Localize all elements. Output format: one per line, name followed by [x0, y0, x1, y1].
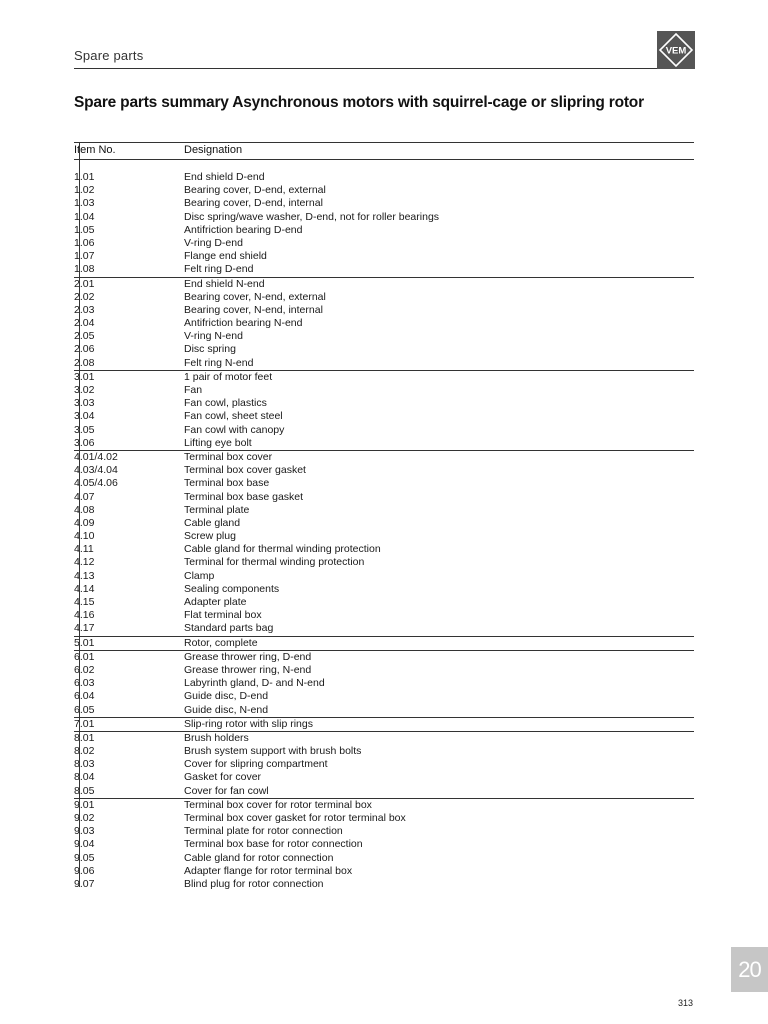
table-row [74, 865, 694, 878]
table-row [74, 704, 694, 718]
column-header-designation: Designation [184, 144, 243, 156]
table-row [74, 437, 694, 451]
table-row [74, 799, 694, 812]
table-row [74, 690, 694, 703]
designation: Grease thrower ring, N-end [184, 663, 312, 676]
table-row [74, 677, 694, 690]
item-number: 6.04 [74, 690, 95, 703]
item-number: 1.07 [74, 250, 95, 263]
table-header [74, 142, 694, 160]
table-row [74, 771, 694, 784]
item-number: 4.11 [74, 543, 94, 556]
designation: 1 pair of motor feet [184, 370, 273, 383]
table-row [74, 812, 694, 825]
item-number: 9.06 [74, 864, 95, 877]
item-number: 9.01 [74, 798, 95, 811]
table-row [74, 852, 694, 865]
item-number: 4.13 [74, 569, 95, 582]
item-number: 1.04 [74, 210, 95, 223]
table-row [74, 878, 694, 891]
table-row [74, 732, 694, 745]
designation: Slip-ring rotor with slip rings [184, 717, 313, 730]
designation: Bearing cover, D-end, external [184, 184, 326, 197]
table-row [74, 330, 694, 343]
item-number: 4.07 [74, 490, 95, 503]
item-number: 4.16 [74, 609, 95, 622]
designation: Brush system support with brush bolts [184, 745, 362, 758]
designation: Terminal box cover gasket [184, 464, 306, 477]
table-row [74, 184, 694, 197]
item-number: 1.03 [74, 197, 95, 210]
designation: Terminal box cover for rotor terminal box [184, 798, 372, 811]
item-number: 3.02 [74, 384, 95, 396]
table-row [74, 651, 694, 664]
item-number: 3.06 [74, 436, 95, 449]
item-number: 9.04 [74, 838, 95, 851]
table-row [74, 171, 694, 184]
designation: Screw plug [184, 530, 236, 543]
page-title: Spare parts summary Asynchronous motors with squirrel-cage or slipring rotor [74, 94, 644, 111]
table-row [74, 224, 694, 237]
designation: Felt ring N-end [184, 356, 254, 369]
item-number: 2.01 [74, 277, 95, 290]
designation: Bearing cover, N-end, external [184, 290, 326, 303]
item-number: 1.01 [74, 171, 95, 183]
designation: Grease thrower ring, D-end [184, 650, 312, 663]
item-number: 9.07 [74, 877, 95, 890]
item-number: 4.03/4.04 [74, 464, 118, 477]
designation: Bearing cover, D-end, internal [184, 197, 323, 210]
item-number: 2.06 [74, 343, 95, 356]
designation: Guide disc, D-end [184, 690, 269, 703]
item-number: 1.08 [74, 263, 95, 276]
table-row [74, 530, 694, 543]
table-row [74, 556, 694, 569]
designation: Sealing components [184, 582, 280, 595]
table-row [74, 424, 694, 437]
designation: Cover for fan cowl [184, 784, 269, 797]
designation: Blind plug for rotor connection [184, 877, 324, 890]
item-number: 4.05/4.06 [74, 477, 118, 490]
designation: V-ring N-end [184, 330, 243, 343]
designation: End shield N-end [184, 277, 265, 290]
designation: Flange end shield [184, 250, 267, 263]
table-row [74, 317, 694, 330]
item-number: 3.05 [74, 423, 95, 436]
item-number: 8.01 [74, 731, 95, 744]
table-row [74, 343, 694, 356]
designation: Flat terminal box [184, 609, 262, 622]
table-row [74, 609, 694, 622]
table-row [74, 622, 694, 636]
table-row [74, 570, 694, 583]
designation: Terminal box base [184, 477, 270, 490]
designation: Fan [184, 384, 203, 396]
designation: Fan cowl with canopy [184, 423, 285, 436]
designation: Disc spring/wave washer, D-end, not for roller bearings [184, 210, 440, 223]
item-number: 4.09 [74, 516, 95, 529]
item-number: 3.03 [74, 397, 95, 410]
designation: Terminal box base gasket [184, 490, 304, 503]
header-rule-left [74, 159, 154, 160]
table-row [74, 211, 694, 224]
chapter-number: 20 [738, 957, 761, 982]
item-number: 2.03 [74, 303, 95, 316]
designation: Adapter plate [184, 596, 247, 608]
item-number: 2.04 [74, 317, 95, 330]
designation: Standard parts bag [184, 622, 274, 635]
designation: Lifting eye bolt [184, 436, 252, 449]
vem-logo [657, 31, 695, 69]
designation: Fan cowl, sheet steel [184, 410, 283, 423]
designation: Felt ring D-end [184, 263, 254, 276]
item-number: 4.08 [74, 503, 95, 516]
table-row [74, 637, 694, 651]
table-row [74, 237, 694, 250]
table-row [74, 278, 694, 291]
header-rule [74, 68, 662, 69]
table-row [74, 397, 694, 410]
item-number: 9.02 [74, 812, 95, 824]
item-number: 1.02 [74, 184, 95, 197]
table-row [74, 410, 694, 423]
designation: Clamp [184, 569, 215, 582]
item-number: 2.02 [74, 290, 95, 303]
item-number: 1.06 [74, 236, 95, 249]
table-row [74, 543, 694, 556]
table-row [74, 371, 694, 384]
designation: Fan cowl, plastics [184, 397, 267, 410]
item-number: 6.03 [74, 677, 95, 690]
table-row [74, 596, 694, 609]
designation: End shield D-end [184, 171, 265, 183]
table-row [74, 197, 694, 210]
designation: Antifriction bearing N-end [184, 317, 303, 330]
table-row [74, 250, 694, 263]
item-number: 8.02 [74, 745, 95, 758]
designation: Adapter flange for rotor terminal box [184, 864, 353, 877]
chapter-tab [731, 947, 768, 992]
table-row [74, 517, 694, 530]
item-number: 6.02 [74, 663, 95, 676]
designation: Antifriction bearing D-end [184, 223, 303, 236]
designation: V-ring D-end [184, 236, 243, 249]
table-row [74, 464, 694, 477]
designation: Terminal for thermal winding protection [184, 556, 365, 569]
table-row [74, 504, 694, 517]
item-number: 6.01 [74, 650, 95, 663]
table-row [74, 664, 694, 677]
column-header-item-no: Item No. [74, 144, 116, 156]
table-body [74, 171, 694, 891]
designation: Gasket for cover [184, 771, 262, 784]
item-number: 6.05 [74, 703, 95, 716]
table-row [74, 263, 694, 277]
table-row [74, 304, 694, 317]
designation: Cable gland for thermal winding protection [184, 543, 381, 556]
item-number: 7.01 [74, 717, 95, 730]
item-number: 4.10 [74, 530, 95, 543]
designation: Rotor, complete [184, 636, 258, 649]
section-header: Spare parts [74, 48, 144, 63]
item-number: 8.04 [74, 771, 95, 784]
item-number: 4.01/4.02 [74, 450, 118, 463]
table-row [74, 384, 694, 397]
spare-parts-table [74, 142, 694, 891]
designation: Terminal box cover gasket for rotor terminal box [184, 812, 406, 824]
table-row [74, 825, 694, 838]
item-number: 3.01 [74, 370, 95, 383]
item-number: 8.05 [74, 784, 95, 797]
designation: Terminal box base for rotor connection [184, 838, 363, 851]
table-row [74, 583, 694, 596]
item-number: 4.17 [74, 622, 95, 635]
item-number: 2.08 [74, 356, 95, 369]
designation: Cable gland [184, 516, 241, 529]
item-number: 9.03 [74, 825, 95, 838]
item-number: 9.05 [74, 851, 95, 864]
header-rule-right [154, 159, 694, 160]
designation: Bearing cover, N-end, internal [184, 303, 323, 316]
item-number: 1.05 [74, 223, 95, 236]
page-number: 313 [678, 998, 694, 1008]
table-row [74, 451, 694, 464]
designation: Disc spring [184, 343, 236, 356]
table-row [74, 491, 694, 504]
table-row [74, 718, 694, 732]
item-number: 4.12 [74, 556, 95, 569]
designation: Terminal plate [184, 503, 250, 516]
item-number: 8.03 [74, 758, 95, 771]
designation: Terminal box cover [184, 450, 273, 463]
designation: Brush holders [184, 731, 249, 744]
table-row [74, 745, 694, 758]
item-number: 5.01 [74, 636, 95, 649]
item-number: 2.05 [74, 330, 95, 343]
item-number: 4.14 [74, 582, 95, 595]
designation: Cable gland for rotor connection [184, 851, 334, 864]
item-number: 3.04 [74, 410, 95, 423]
column-divider [79, 142, 80, 887]
table-row [74, 785, 694, 799]
designation: Guide disc, N-end [184, 703, 269, 716]
table-row [74, 477, 694, 490]
logo-text: VEM [665, 45, 687, 57]
designation: Cover for slipring compartment [184, 758, 328, 771]
designation: Terminal plate for rotor connection [184, 825, 343, 838]
designation: Labyrinth gland, D- and N-end [184, 677, 325, 690]
table-row [74, 357, 694, 371]
table-row [74, 291, 694, 304]
table-row [74, 758, 694, 771]
table-row [74, 838, 694, 851]
item-number: 4.15 [74, 596, 95, 608]
